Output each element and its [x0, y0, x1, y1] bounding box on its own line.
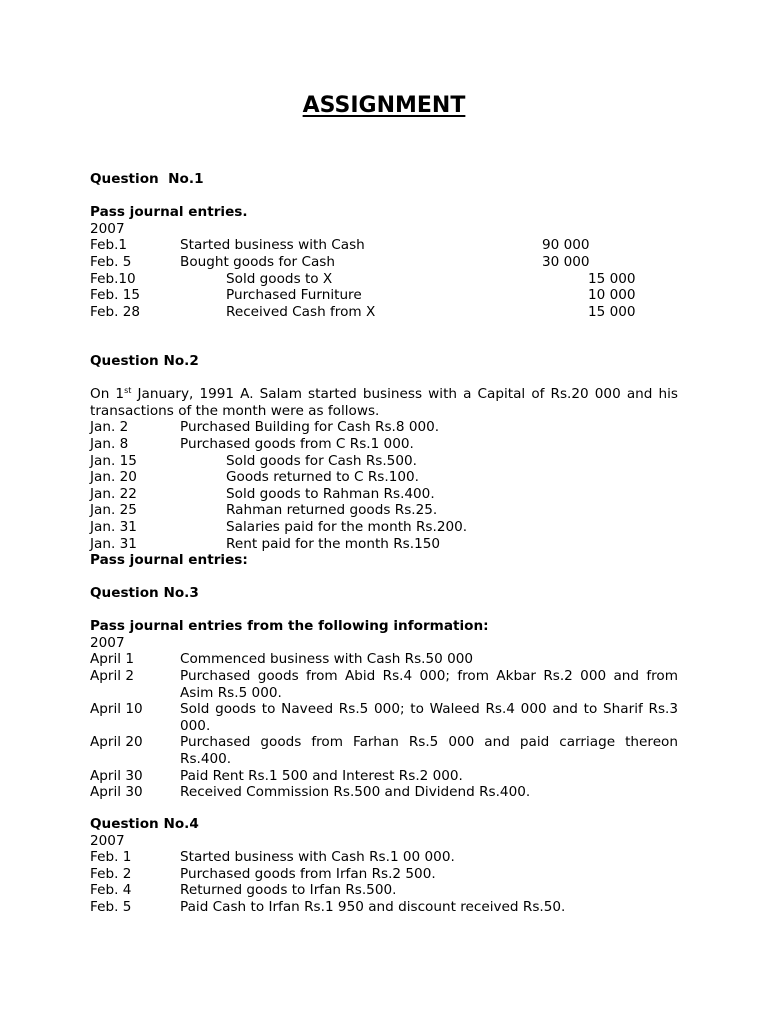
journal-entry-row — [90, 254, 678, 271]
question-4-year: 2007 — [90, 832, 125, 849]
entry-date: Jan. 31 — [90, 518, 137, 535]
journal-entry-row — [90, 237, 678, 254]
entry-text: Received Commission Rs.500 and Dividend Rs.400. — [180, 784, 531, 801]
transaction-row — [90, 768, 678, 785]
transaction-row — [90, 486, 678, 503]
transaction-row — [90, 701, 678, 734]
entry-text: Purchased Furniture — [226, 287, 362, 304]
transaction-row — [90, 784, 678, 801]
transaction-row — [90, 849, 678, 866]
entry-date: April 20 — [90, 734, 143, 751]
entry-date: Feb. 4 — [90, 882, 132, 899]
entry-amount: 15 000 — [588, 303, 636, 320]
question-4 — [90, 816, 678, 916]
entry-date: Feb. 28 — [90, 303, 141, 320]
entry-date: Feb.10 — [90, 270, 136, 287]
entry-date: Jan. 22 — [90, 485, 137, 502]
entry-text: Returned goods to Irfan Rs.500. — [180, 882, 397, 899]
entry-amount: 90 000 — [542, 237, 590, 254]
entry-amount: 10 000 — [588, 287, 636, 304]
entry-date: Feb. 2 — [90, 865, 132, 882]
journal-entry-row — [90, 271, 678, 288]
entry-date: Feb.1 — [90, 237, 128, 254]
transaction-row — [90, 436, 678, 453]
entry-date: April 10 — [90, 701, 143, 718]
journal-entry-row — [90, 287, 678, 304]
transaction-row — [90, 866, 678, 883]
question-2-instruction: Pass journal entries: — [90, 552, 248, 569]
transaction-row — [90, 469, 678, 486]
entry-date: April 2 — [90, 667, 135, 684]
question-2-heading: Question No.2 — [90, 353, 199, 369]
journal-entry-row — [90, 304, 678, 321]
question-4-heading: Question No.4 — [90, 816, 199, 832]
entry-text: Paid Cash to Irfan Rs.1 950 and discount received Rs.50. — [180, 898, 566, 915]
entry-text: Salaries paid for the month Rs.200. — [226, 518, 468, 535]
entry-date: Jan. 25 — [90, 502, 137, 519]
entry-text: Purchased goods from C Rs.1 000. — [180, 435, 414, 452]
entry-text: Paid Rent Rs.1 500 and Interest Rs.2 000. — [180, 767, 463, 784]
transaction-row — [90, 734, 678, 767]
transaction-row — [90, 651, 678, 668]
question-3-heading: Question No.3 — [90, 585, 199, 601]
entry-text: Sold goods to Rahman Rs.400. — [226, 485, 435, 502]
transaction-row — [90, 899, 678, 916]
entry-text: Started business with Cash Rs.1 00 000. — [180, 849, 455, 866]
transaction-row — [90, 419, 678, 436]
transaction-row — [90, 502, 678, 519]
entry-text: Sold goods to X — [226, 270, 333, 287]
entry-text: Rahman returned goods Rs.25. — [226, 502, 438, 519]
entry-date: Jan. 2 — [90, 419, 129, 436]
entry-text: Goods returned to C Rs.100. — [226, 469, 419, 486]
entry-amount: 15 000 — [588, 270, 636, 287]
entry-text: Sold goods to Naveed Rs.5 000; to Waleed Rs.4 000 and to Sharif Rs.3 000. — [180, 701, 678, 734]
transaction-row — [90, 668, 678, 701]
entry-date: Feb. 15 — [90, 287, 141, 304]
entry-text: Received Cash from X — [226, 303, 376, 320]
question-3-instruction: Pass journal entries from the following information: — [90, 618, 489, 635]
entry-date: Jan. 8 — [90, 435, 129, 452]
entry-date: April 1 — [90, 651, 135, 668]
question-3 — [90, 585, 678, 801]
entry-text: Purchased Building for Cash Rs.8 000. — [180, 419, 440, 436]
entry-date: Feb. 5 — [90, 898, 132, 915]
entry-text: Sold goods for Cash Rs.500. — [226, 452, 417, 469]
entry-date: Jan. 15 — [90, 452, 137, 469]
entry-date: Feb. 1 — [90, 849, 132, 866]
transaction-row — [90, 519, 678, 536]
entry-amount: 30 000 — [542, 253, 590, 270]
question-1-instruction: Pass journal entries. — [90, 204, 248, 221]
entry-text: Purchased goods from Farhan Rs.5 000 and paid carriage thereon Rs.400. — [180, 734, 678, 767]
entry-date: Jan. 31 — [90, 535, 137, 552]
transaction-row — [90, 882, 678, 899]
entry-text: Purchased goods from Abid Rs.4 000; from Akbar Rs.2 000 and from Asim Rs.5 000. — [180, 667, 678, 701]
question-3-year: 2007 — [90, 634, 125, 651]
entry-date: Jan. 20 — [90, 469, 137, 486]
entry-date: Feb. 5 — [90, 253, 132, 270]
question-1-heading: Question No.1 — [90, 171, 204, 187]
entry-text: Bought goods for Cash — [180, 253, 335, 270]
question-2-intro: On 1st January, 1991 A. Salam started business with a Capital of Rs.20 000 and his transactions of the month were as follows. — [90, 386, 678, 419]
entry-text: Commenced business with Cash Rs.50 000 — [180, 651, 474, 668]
transaction-row — [90, 536, 678, 553]
entry-text: Purchased goods from Irfan Rs.2 500. — [180, 865, 436, 882]
page-title: ASSIGNMENT — [302, 93, 466, 118]
question-2 — [90, 353, 678, 569]
question-1 — [90, 171, 678, 320]
entry-date: April 30 — [90, 767, 143, 784]
entry-text: Rent paid for the month Rs.150 — [226, 535, 441, 552]
question-1-year: 2007 — [90, 220, 125, 237]
transaction-row — [90, 453, 678, 470]
entry-text: Started business with Cash — [180, 237, 365, 254]
entry-date: April 30 — [90, 784, 143, 801]
